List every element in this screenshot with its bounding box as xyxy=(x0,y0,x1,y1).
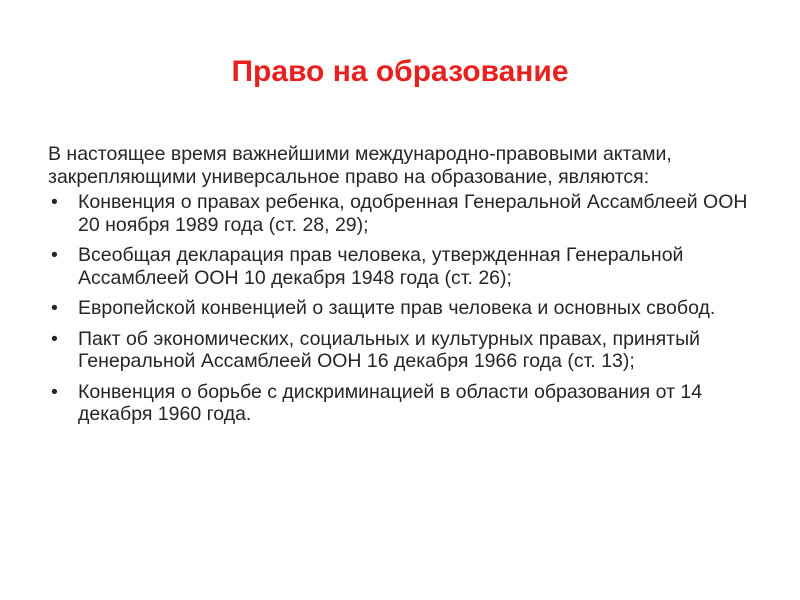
list-item xyxy=(48,191,760,236)
list-item xyxy=(48,297,760,320)
list-item-text: Пакт об экономических, социальных и культурных правах, принятый Генеральной Ассамблеей ООН 16 декабря 1966 года (ст. 13); xyxy=(78,327,700,372)
list-item xyxy=(48,244,760,289)
bullet-icon: • xyxy=(51,327,58,350)
bullet-icon: • xyxy=(51,297,58,319)
slide-body xyxy=(48,143,760,434)
list-item xyxy=(48,328,760,373)
list-item-text: Конвенция о правах ребенка, одобренная Генеральной Ассамблеей ООН 20 ноября 1989 года (ст. 28, 29); xyxy=(78,191,748,236)
bullet-icon: • xyxy=(51,380,58,403)
intro-paragraph: В настоящее время важнейшими международно-правовыми актами, закрепляющими универсальное право на образование, являются: xyxy=(48,143,672,188)
list-item-text: Всеобщая декларация прав человека, утвержденная Генеральной Ассамблеей ООН 10 декабря 1948 года (ст. 26); xyxy=(78,244,684,289)
slide-title: Право на образование xyxy=(231,55,569,88)
bullet-list xyxy=(48,191,760,426)
bullet-icon: • xyxy=(51,191,58,213)
bullet-icon: • xyxy=(51,244,58,266)
list-item-text: Конвенция о борьбе с дискриминацией в области образования от 14 декабря 1960 года. xyxy=(78,380,703,425)
list-item-text: Европейской конвенцией о защите прав человека и основных свобод. xyxy=(78,297,716,319)
list-item xyxy=(48,381,760,426)
